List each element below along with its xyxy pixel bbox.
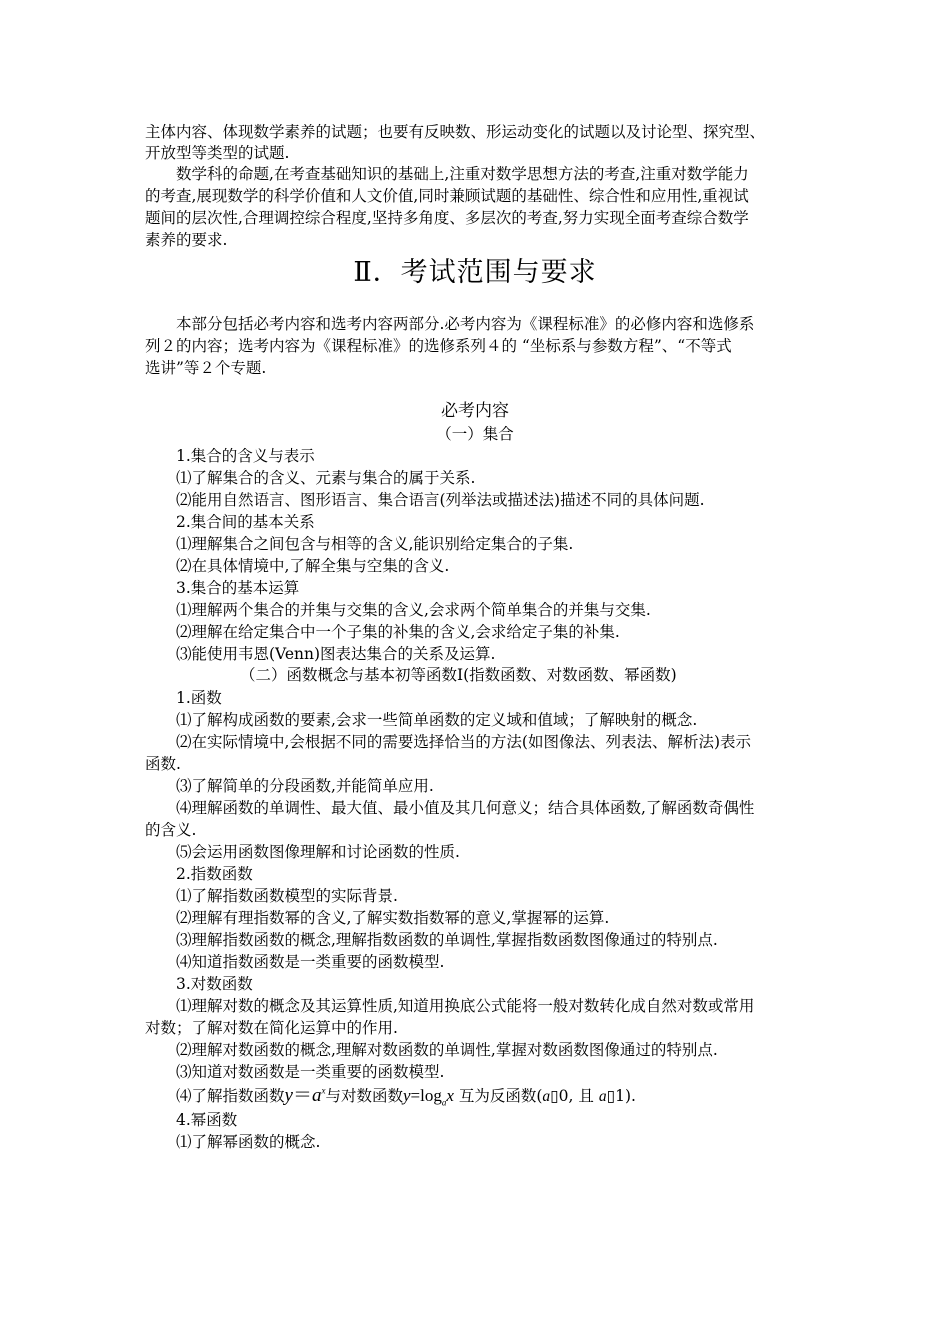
part2-line: ⑷知道指数函数是一类重要的函数模型. bbox=[176, 953, 445, 971]
part1-line: 3.集合的基本运算 bbox=[176, 579, 300, 597]
part1-line: ⑴了解集合的含义、元素与集合的属于关系. bbox=[176, 469, 476, 487]
formula-cond-a2: a bbox=[598, 1088, 607, 1105]
formula-base: a bbox=[311, 1085, 322, 1106]
intro-line-4: 的考查,展现数学的科学价值和人文价值,同时兼顾试题的基础性、综合性和应用性,重视试 bbox=[145, 187, 749, 205]
intro-line-1: 主体内容、体现数学素养的试题；也要有反映数、形运动变化的试题以及讨论型、探究型、 bbox=[145, 123, 766, 141]
required-title: 必考内容 bbox=[441, 401, 509, 421]
intro-line-2: 开放型等类型的试题. bbox=[145, 144, 290, 162]
part1-line: ⑵在具体情境中,了解全集与空集的含义. bbox=[176, 557, 450, 575]
part2-line: ⑴了解构成函数的要素,会求一些简单函数的定义域和值域；了解映射的概念. bbox=[176, 711, 698, 729]
formula-y: y bbox=[284, 1085, 293, 1106]
part2-line: ⑵理解有理指数幂的含义,了解实数指数幂的意义,掌握幂的运算. bbox=[176, 909, 610, 927]
part2-line: ⑷理解函数的单调性、最大值、最小值及其几何意义；结合具体函数,了解函数奇偶性 bbox=[176, 799, 755, 817]
formula-prefix: ⑷了解指数函数 bbox=[176, 1087, 285, 1105]
section-line-2: 列２的内容；选考内容为《课程标准》的选修系列４的 “坐标系与参数方程”、“不等式 bbox=[145, 337, 732, 355]
part2-line: 3.对数函数 bbox=[176, 975, 253, 993]
part2-line: ⑴了解指数函数模型的实际背景. bbox=[176, 887, 398, 905]
part2-line: 函数. bbox=[145, 755, 181, 773]
part1-line: 1.集合的含义与表示 bbox=[176, 447, 315, 465]
part2-tail-line: 4.幂函数 bbox=[176, 1111, 238, 1129]
part2-line: 2.指数函数 bbox=[176, 865, 253, 883]
formula-mid: 与对数函数 bbox=[325, 1087, 403, 1105]
part2-line: 对数；了解对数在简化运算中的作用. bbox=[145, 1019, 398, 1037]
part2-title: （二）函数概念与基本初等函数Ⅰ(指数函数、对数函数、幂函数) bbox=[240, 666, 677, 684]
formula-cond-a1: a bbox=[542, 1088, 551, 1105]
part2-line: ⑸会运用函数图像理解和讨论函数的性质. bbox=[176, 843, 460, 861]
formula-log: log bbox=[420, 1086, 442, 1105]
formula-y2: y bbox=[402, 1086, 411, 1105]
part2-line: ⑵理解对数函数的概念,理解对数函数的单调性,掌握对数函数图像通过的特别点. bbox=[176, 1041, 718, 1059]
formula-cond-rel2: ▯1). bbox=[606, 1087, 636, 1105]
part2-line: ⑶知道对数函数是一类重要的函数模型. bbox=[176, 1063, 445, 1081]
formula-eq2: = bbox=[410, 1086, 421, 1105]
part2-line: 的含义. bbox=[145, 821, 197, 839]
part2-line: ⑴理解对数的概念及其运算性质,知道用换底公式能将一般对数转化成自然对数或常用 bbox=[176, 997, 755, 1015]
part1-title: （一）集合 bbox=[436, 425, 514, 443]
formula-cond-rel1: ▯0, 且 bbox=[550, 1087, 599, 1105]
part2-line: 1.函数 bbox=[176, 689, 222, 707]
part2-line: ⑶理解指数函数的概念,理解指数函数的单调性,掌握指数函数图像通过的特别点. bbox=[176, 931, 718, 949]
formula-suffix: 互为反函数( bbox=[453, 1087, 543, 1105]
intro-line-6: 素养的要求. bbox=[145, 231, 228, 249]
formula-exp-fn bbox=[285, 1085, 326, 1106]
section-title: Ⅱ．考试范围与要求 bbox=[353, 257, 597, 288]
formula-x: x bbox=[446, 1086, 454, 1105]
part2-tail-line: ⑴了解幂函数的概念. bbox=[176, 1133, 321, 1151]
part1-line: ⑵理解在给定集合中一个子集的补集的含义,会求给定子集的补集. bbox=[176, 623, 620, 641]
part1-line: 2.集合间的基本关系 bbox=[176, 513, 315, 531]
part1-line: ⑵能用自然语言、图形语言、集合语言(列举法或描述法)描述不同的具体问题. bbox=[176, 491, 705, 509]
formula-line bbox=[176, 1084, 636, 1109]
formula-eq: ＝ bbox=[292, 1085, 312, 1106]
intro-line-5: 题间的层次性,合理调控综合程度,坚持多角度、多层次的考查,努力实现全面考查综合数学 bbox=[145, 209, 749, 227]
formula-exp: x bbox=[321, 1085, 326, 1096]
part2-line: ⑶了解简单的分段函数,并能简单应用. bbox=[176, 777, 434, 795]
part1-line: ⑴理解集合之间包含与相等的含义,能识别给定集合的子集. bbox=[176, 535, 574, 553]
part1-line: ⑶能使用韦恩(Venn)图表达集合的关系及运算. bbox=[176, 645, 496, 663]
section-line-1: 本部分包括必考内容和选考内容两部分.必考内容为《课程标准》的必修内容和选修系 bbox=[176, 315, 755, 333]
part2-line: ⑵在实际情境中,会根据不同的需要选择恰当的方法(如图像法、列表法、解析法)表示 bbox=[176, 733, 752, 751]
intro-line-3: 数学科的命题,在考查基础知识的基础上,注重对数学思想方法的考查,注重对数学能力 bbox=[176, 165, 749, 183]
section-line-3: 选讲”等２个专题. bbox=[145, 359, 267, 377]
part1-line: ⑴理解两个集合的并集与交集的含义,会求两个简单集合的并集与交集. bbox=[176, 601, 651, 619]
formula-log-base: a bbox=[441, 1097, 447, 1108]
formula-log-fn bbox=[402, 1086, 454, 1108]
